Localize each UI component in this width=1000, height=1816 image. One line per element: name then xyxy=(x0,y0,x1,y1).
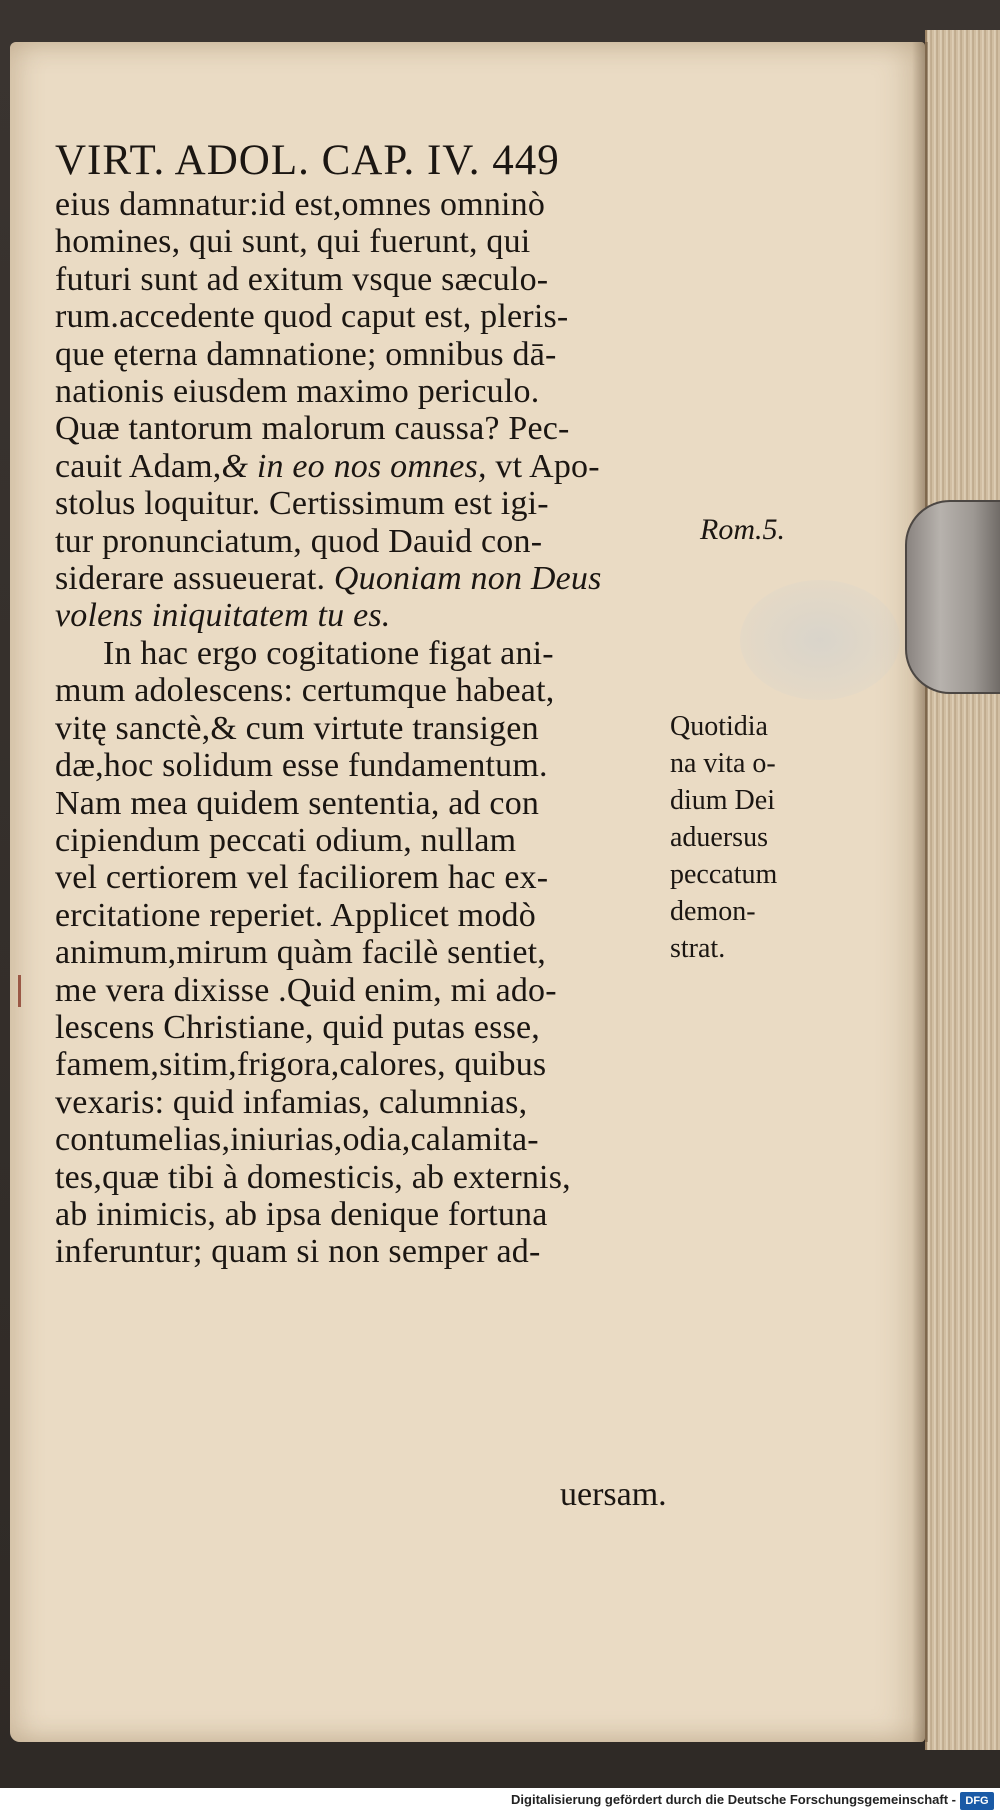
dfg-logo: DFG xyxy=(960,1792,994,1810)
footer-bar xyxy=(0,1788,1000,1816)
margin-reference: Rom.5. xyxy=(700,513,785,546)
text-line: rum.accedente quod caput est, pleris- xyxy=(55,298,569,336)
text-line: famem,sitim,frigora,calores, quibus xyxy=(55,1046,547,1084)
body-lines xyxy=(55,186,695,1271)
running-head: VIRT. ADOL. CAP. IV. 449 xyxy=(55,137,560,184)
margin-note-line: demon- xyxy=(670,896,756,927)
text-line: vel certiorem vel faciliorem hac ex- xyxy=(55,859,549,897)
text-line: dæ,hoc solidum esse fundamentum. xyxy=(55,747,548,785)
text-line: homines, qui sunt, qui fuerunt, qui xyxy=(55,223,531,261)
text-line: volens iniquitatem tu es. xyxy=(55,597,391,635)
text-line: vexaris: quid infamias, calumnias, xyxy=(55,1083,528,1121)
text-span: vt Apo- xyxy=(486,447,600,485)
text-line: lescens Christiane, quid putas esse, xyxy=(55,1008,540,1046)
text-span: siderare assueuerat. xyxy=(55,560,326,598)
paper-stain xyxy=(740,580,900,700)
text-line: mum adolescens: certumque habeat, xyxy=(55,672,555,710)
text-line: que ęterna damnatione; omnibus dā- xyxy=(55,335,557,373)
page-edge-shadow xyxy=(912,42,928,1742)
catchword: uersam. xyxy=(560,1476,667,1513)
margin-note-line: Quotidia xyxy=(670,711,768,742)
margin-note-line: aduersus xyxy=(670,822,768,853)
text-line: me vera dixisse .Quid enim, mi ado- xyxy=(55,971,557,1009)
book-fore-edge xyxy=(925,30,1000,1750)
text-line: tur pronunciatum, quod Dauid con- xyxy=(55,522,543,560)
text-span: cauit Adam, xyxy=(55,447,222,485)
text-line xyxy=(55,448,695,485)
text-line: ab inimicis, ab ipsa denique fortuna xyxy=(55,1195,548,1233)
text-line: futuri sunt ad exitum vsque sæculo- xyxy=(55,260,549,298)
page-text xyxy=(55,138,695,1271)
margin-note xyxy=(670,708,830,967)
margin-note-line: strat. xyxy=(670,933,726,964)
text-line: vitę sanctè,& cum virtute transigen xyxy=(55,709,539,747)
page-clip xyxy=(905,500,1000,694)
text-line: contumelias,iniurias,odia,calamita- xyxy=(55,1121,539,1159)
text-line: tes,quæ tibi à domesticis, ab externis, xyxy=(55,1158,571,1196)
italic-quote: Quoniam non Deus xyxy=(325,560,602,598)
text-line: nationis eiusdem maximo periculo. xyxy=(55,373,540,411)
text-line: animum,mirum quàm facilè sentiet, xyxy=(55,934,546,972)
text-line: ercitatione reperiet. Applicet modò xyxy=(55,896,536,934)
text-line: Nam mea quidem sententia, ad con xyxy=(55,784,540,822)
text-line: In hac ergo cogitatione figat ani- xyxy=(103,634,554,672)
margin-note-line: peccatum xyxy=(670,859,778,890)
text-line: stolus loquitur. Certissimum est igi- xyxy=(55,485,549,523)
margin-ink-mark xyxy=(18,975,21,1007)
text-line: Quæ tantorum malorum caussa? Pec- xyxy=(55,410,570,448)
text-line: cipiendum peccati odium, nullam xyxy=(55,821,517,859)
text-line: eius damnatur:id est,omnes omninò xyxy=(55,186,546,223)
margin-note-line: na vita o- xyxy=(670,748,776,779)
text-line xyxy=(55,560,695,597)
footer-credit: Digitalisierung gefördert durch die Deutsche Forschungsgemeinschaft - xyxy=(511,1792,956,1807)
italic-quote: & in eo nos omnes, xyxy=(221,447,487,485)
margin-note-line: dium Dei xyxy=(670,785,775,816)
text-line: inferuntur; quam si non semper ad- xyxy=(55,1233,541,1271)
